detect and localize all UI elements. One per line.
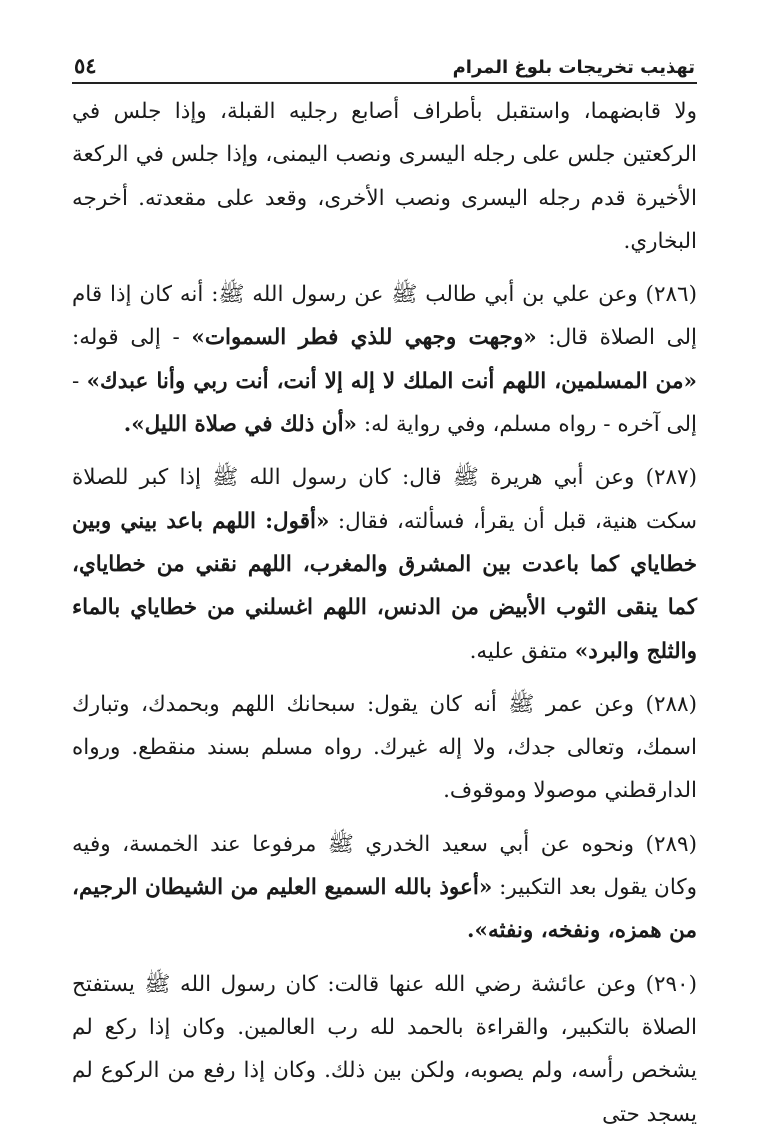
text-segment: - إلى آخره - رواه مسلم، وفي رواية له: bbox=[72, 368, 697, 438]
text-segment: متفق عليه. bbox=[469, 638, 575, 664]
text-segment: (٢٨٧) وعن أبي هريرة ﷺ قال: كان رسول الله ﷺ إذا كبر للصلاة سكت هنية، قبل أن يقرأ، فسألته، فقال: bbox=[72, 465, 697, 534]
quote-segment: «أعوذ بالله السميع العليم من الشيطان الرجيم، من همزه، ونفخه، ونفثه». bbox=[72, 875, 697, 944]
hadith-287 bbox=[72, 456, 697, 672]
page-body bbox=[72, 90, 697, 1136]
page-header bbox=[72, 50, 697, 84]
paragraph-continuation bbox=[72, 90, 697, 263]
text-segment: (٢٩٠) وعن عائشة رضي الله عنها قالت: كان رسول الله ﷺ يستفتح الصلاة بالتكبير، والقراءة بالحمد لله رب العالمين. وكان إذا ركع لم يشخص رأسه، ولم يصوبه، ولكن بين ذلك. وكان إذا رفع من الركوع لم يسجد حتى bbox=[72, 971, 697, 1127]
quote-segment: «أقول: اللهم باعد بيني وبين خطاياي كما باعدت بين المشرق والمغرب، اللهم نقني من خطاياي، كما ينقى الثوب الأبيض من الدنس، اللهم اغسلني من خطاياي بالماء والثلج والبرد» bbox=[72, 508, 697, 664]
hadith-286 bbox=[72, 273, 697, 446]
hadith-288 bbox=[72, 683, 697, 813]
page-number: ٥٤ bbox=[74, 53, 97, 78]
quote-segment: «وجهت وجهي للذي فطر السموات» bbox=[191, 325, 537, 351]
text-segment: (٢٨٨) وعن عمر ﷺ أنه كان يقول: سبحانك اللهم وبحمدك، وتبارك اسمك، وتعالى جدك، ولا إله غيرك. رواه مسلم بسند منقطع. ورواه الدارقطني موصولا وموقوف. bbox=[72, 691, 697, 804]
hadith-290 bbox=[72, 963, 697, 1136]
running-title: تهذيب تخريجات بلوغ المرام bbox=[452, 57, 695, 78]
quote-segment: «من المسلمين، اللهم أنت الملك لا إله إلا أنت، أنت ربي وأنا عبدك» bbox=[86, 368, 697, 394]
quote-segment: «أن ذلك في صلاة الليل». bbox=[123, 412, 357, 438]
text-segment: - إلى قوله: bbox=[72, 325, 192, 351]
text-segment: (٢٨٦) وعن علي بن أبي طالب ﷺ عن رسول الله ﷺ: أنه كان إذا قام إلى الصلاة قال: bbox=[72, 282, 698, 351]
hadith-289 bbox=[72, 823, 697, 953]
text-segment: (٢٨٩) ونحوه عن أبي سعيد الخدري ﷺ مرفوعا عند الخمسة، وفيه وكان يقول بعد التكبير: bbox=[72, 831, 697, 901]
text-segment: ولا قابضهما، واستقبل بأطراف أصابع رجليه القبلة، وإذا جلس في الركعتين جلس على رجله اليسرى ونصب اليمنى، وإذا جلس في الركعة الأخيرة قدم رجله اليسرى ونصب الأخرى، وقعد على مقعدته. أخرجه البخاري. bbox=[72, 99, 697, 254]
